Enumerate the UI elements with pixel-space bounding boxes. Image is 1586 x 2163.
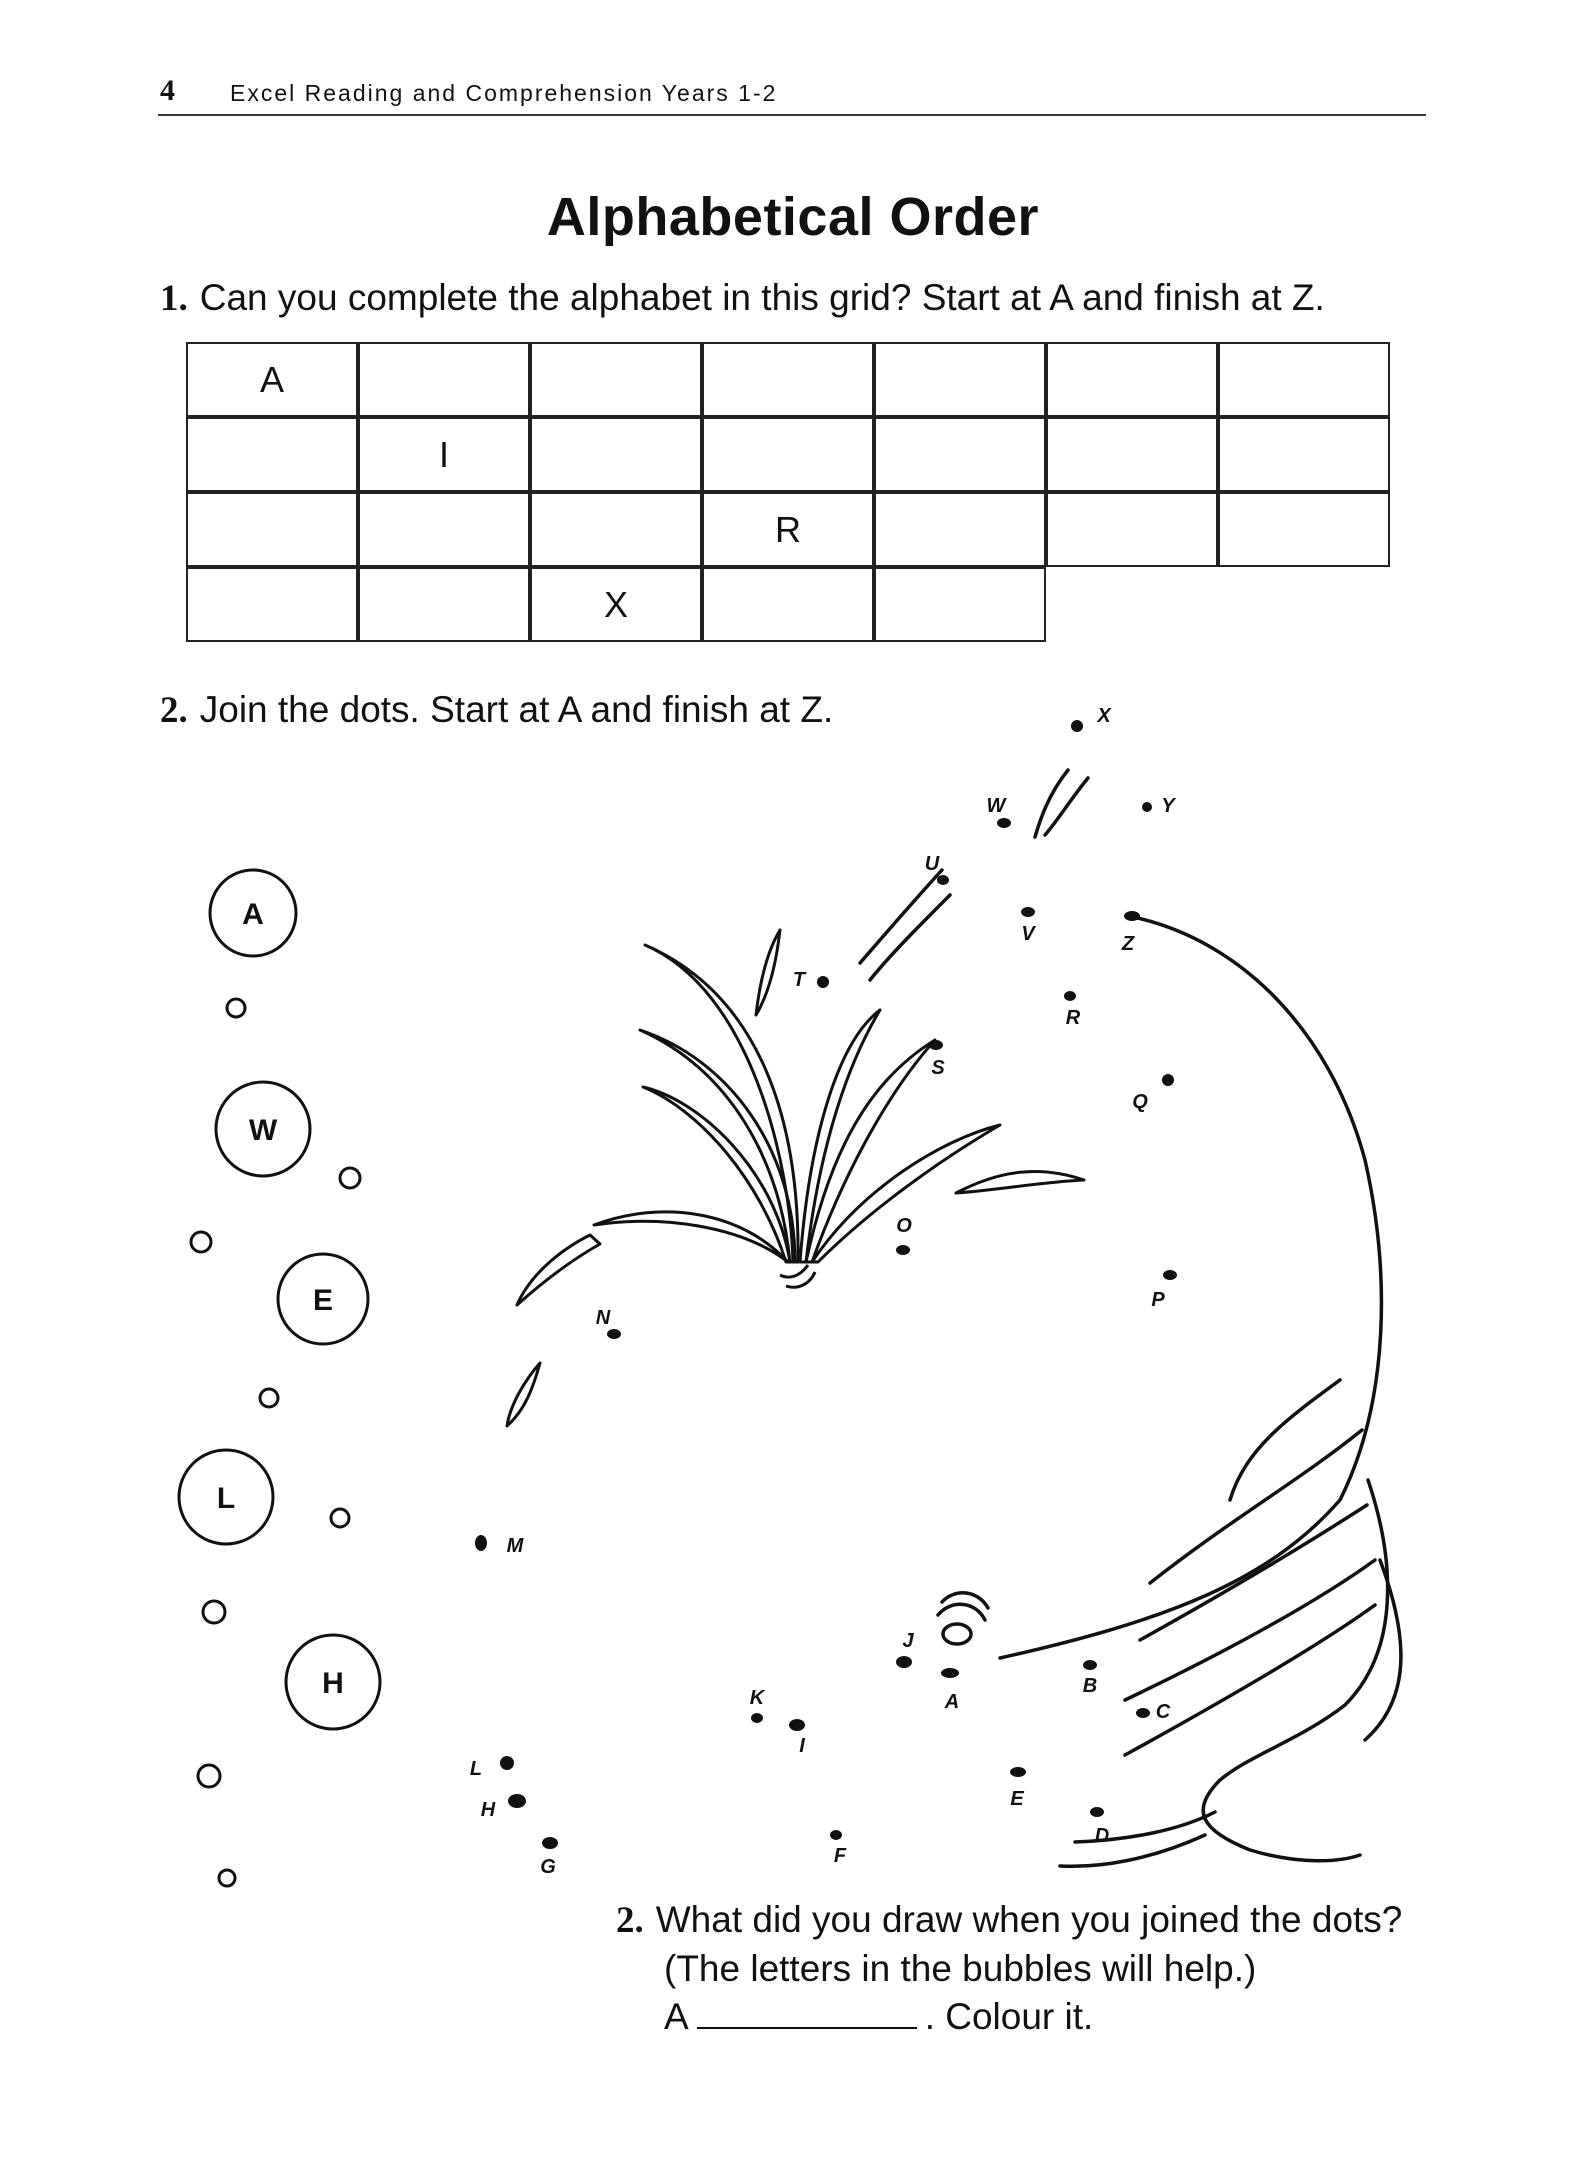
dot-label: Z xyxy=(1121,933,1135,955)
whale-tail-edge xyxy=(1365,1560,1401,1740)
bubble-letter: H xyxy=(322,1667,344,1700)
whale-belly-line xyxy=(1060,1835,1205,1866)
whale-tail xyxy=(1203,1480,1388,1861)
spout-drop xyxy=(517,1235,600,1305)
dot xyxy=(929,1040,943,1050)
dot xyxy=(1064,991,1076,1001)
dot-label: R xyxy=(1065,1007,1081,1029)
spout-drop xyxy=(594,1212,788,1262)
dot-label: S xyxy=(931,1057,945,1079)
question-3-line-1 xyxy=(616,1896,1402,1945)
dot xyxy=(475,1535,487,1551)
spout-drop xyxy=(507,1363,540,1426)
bubble-letter: A xyxy=(242,898,264,931)
dot-label: G xyxy=(540,1856,556,1878)
dot-label: N xyxy=(595,1307,611,1329)
whale-body-line xyxy=(1230,1380,1340,1500)
dot-label: O xyxy=(896,1215,912,1237)
dot-label: T xyxy=(792,969,806,991)
spout-drop xyxy=(756,930,780,1015)
dot-label: E xyxy=(1010,1788,1024,1810)
question-3-number: 2. xyxy=(616,1900,644,1941)
dot-label: I xyxy=(799,1735,805,1757)
dot-label: U xyxy=(924,853,940,875)
dot xyxy=(1124,911,1140,921)
dot-label: J xyxy=(902,1630,914,1652)
dot-label: A xyxy=(944,1691,960,1713)
small-bubble xyxy=(340,1168,360,1188)
dot-label: B xyxy=(1082,1675,1098,1697)
grid-cell[interactable]: A xyxy=(186,342,358,417)
running-title: Excel Reading and Comprehension Years 1-2 xyxy=(230,80,778,106)
bubble-letter: W xyxy=(248,1114,278,1147)
page-title: Alphabetical Order xyxy=(546,187,1040,247)
dot xyxy=(1136,1708,1150,1718)
small-bubble xyxy=(191,1232,211,1252)
dot xyxy=(542,1837,558,1849)
blowhole xyxy=(780,1265,808,1277)
dot-label: W xyxy=(986,795,1006,817)
dot xyxy=(1010,1767,1026,1777)
grid-cell[interactable]: I xyxy=(358,417,530,492)
dot xyxy=(1071,720,1083,732)
question-3-text: What did you draw when you joined the dots? xyxy=(655,1899,1403,1940)
dot xyxy=(751,1713,763,1723)
whale-eye xyxy=(943,1624,971,1644)
small-bubble xyxy=(219,1870,235,1886)
spout-drop xyxy=(956,1171,1084,1193)
dot xyxy=(1083,1660,1097,1670)
dot-label: X xyxy=(1097,705,1111,727)
dot xyxy=(896,1656,912,1668)
dot xyxy=(817,976,829,988)
dot-label: Y xyxy=(1161,795,1175,817)
dot-label: K xyxy=(749,1687,765,1709)
small-bubble xyxy=(260,1389,278,1407)
whale-eyebrow xyxy=(938,1604,985,1620)
small-bubble xyxy=(227,999,245,1017)
question-2-number: 2. xyxy=(160,690,188,731)
dot xyxy=(789,1719,805,1731)
small-bubble xyxy=(198,1765,220,1787)
bubble-letter: E xyxy=(312,1284,334,1317)
dot xyxy=(1021,907,1035,917)
dot-label: L xyxy=(469,1758,483,1780)
dot xyxy=(1142,802,1152,812)
dot xyxy=(1090,1807,1104,1817)
dot-markers xyxy=(475,720,1177,1849)
dot xyxy=(941,1668,959,1678)
question-1-text: Can you complete the alphabet in this grid? Start at A and finish at Z. xyxy=(199,277,1325,318)
page-number: 4 xyxy=(160,74,175,107)
dot xyxy=(896,1245,910,1255)
answer-prefix: A xyxy=(664,1996,689,2037)
dot-label: F xyxy=(833,1845,847,1867)
question-3 xyxy=(616,1896,1402,2041)
dot-label: P xyxy=(1151,1289,1165,1311)
dot xyxy=(997,818,1011,828)
small-bubble xyxy=(203,1601,225,1623)
grid-cell[interactable]: R xyxy=(702,492,874,567)
answer-suffix: . Colour it. xyxy=(924,1996,1094,2037)
whale-back-curve xyxy=(1000,917,1381,1658)
dot xyxy=(508,1794,526,1808)
question-3-line-3 xyxy=(616,1993,1402,2041)
answer-blank[interactable] xyxy=(697,2021,917,2029)
dot xyxy=(1163,1270,1177,1280)
small-bubble xyxy=(331,1509,349,1527)
spout-dash xyxy=(1045,778,1088,835)
question-1-number: 1. xyxy=(160,278,188,319)
dot xyxy=(830,1830,842,1840)
dot-label: H xyxy=(480,1799,496,1821)
dot-label: Q xyxy=(1132,1091,1148,1113)
bubble-letter: L xyxy=(216,1482,236,1515)
dot-label: V xyxy=(1021,923,1035,945)
question-2-text: Join the dots. Start at A and finish at Z. xyxy=(199,689,834,730)
grid-cell[interactable]: X xyxy=(530,567,702,642)
dot-label: C xyxy=(1155,1701,1171,1723)
dot xyxy=(607,1329,621,1339)
water-spout xyxy=(507,930,1084,1426)
dot-label: D xyxy=(1094,1825,1110,1847)
question-3-line-2: (The letters in the bubbles will help.) xyxy=(664,1948,1257,1989)
dot xyxy=(1162,1074,1174,1086)
dot xyxy=(500,1756,514,1770)
dot-label: M xyxy=(506,1535,524,1557)
bubble-column xyxy=(179,870,380,1886)
dot xyxy=(937,875,949,885)
